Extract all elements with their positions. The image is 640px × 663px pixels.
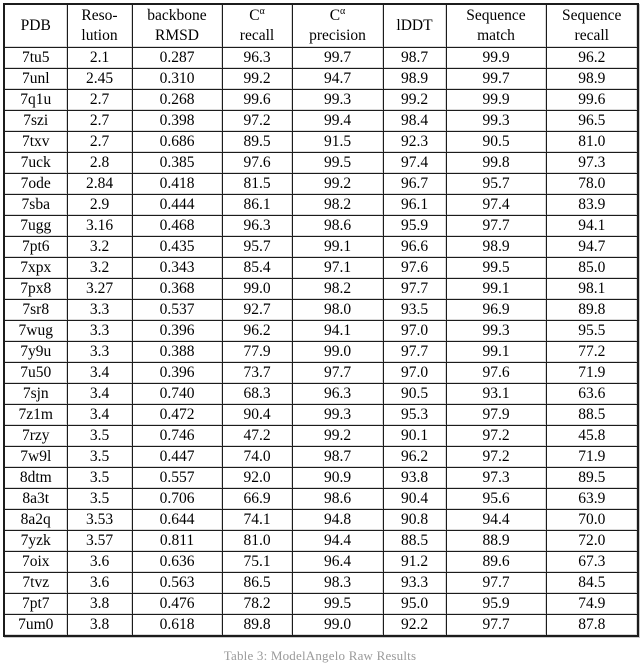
table-row	[4, 153, 638, 174]
table-row	[4, 447, 638, 468]
value-cell: 3.5	[67, 468, 132, 489]
value-cell: 0.618	[132, 615, 222, 637]
value-cell: 0.472	[132, 405, 222, 426]
column-header-line2: recall	[574, 27, 609, 44]
value-cell: 88.5	[383, 531, 446, 552]
column-header-line1: backbone	[147, 7, 207, 24]
pdb-id-cell: 7sr8	[4, 300, 67, 321]
value-cell: 2.1	[67, 48, 132, 69]
value-cell: 0.343	[132, 258, 222, 279]
value-cell: 95.5	[546, 321, 638, 342]
column-header-line1: Sequence	[466, 7, 526, 24]
value-cell: 97.2	[446, 447, 546, 468]
value-cell: 3.4	[67, 363, 132, 384]
value-cell: 97.7	[383, 279, 446, 300]
column-header-4	[292, 4, 383, 48]
pdb-id-cell: 7sjn	[4, 384, 67, 405]
value-cell: 93.5	[383, 300, 446, 321]
value-cell: 99.0	[292, 615, 383, 637]
value-cell: 88.9	[446, 531, 546, 552]
value-cell: 99.9	[446, 90, 546, 111]
value-cell: 98.6	[292, 489, 383, 510]
pdb-id-cell: 7pt7	[4, 594, 67, 615]
table-row	[4, 237, 638, 258]
value-cell: 83.9	[546, 195, 638, 216]
table-row	[4, 363, 638, 384]
value-cell: 96.4	[292, 552, 383, 573]
value-cell: 0.398	[132, 111, 222, 132]
superscript-alpha: α	[259, 5, 265, 17]
value-cell: 74.9	[546, 594, 638, 615]
table-row	[4, 258, 638, 279]
pdb-id-cell: 7szi	[4, 111, 67, 132]
column-header-7	[546, 4, 638, 48]
value-cell: 97.2	[222, 111, 292, 132]
value-cell: 99.1	[446, 279, 546, 300]
pdb-id-cell: 7sba	[4, 195, 67, 216]
value-cell: 0.396	[132, 321, 222, 342]
value-cell: 99.3	[292, 405, 383, 426]
value-cell: 95.9	[383, 216, 446, 237]
table-row	[4, 111, 638, 132]
value-cell: 3.2	[67, 237, 132, 258]
table-header-row	[4, 4, 638, 48]
value-cell: 77.2	[546, 342, 638, 363]
value-cell: 91.5	[292, 132, 383, 153]
pdb-id-cell: 7tu5	[4, 48, 67, 69]
value-cell: 95.3	[383, 405, 446, 426]
value-cell: 81.0	[222, 531, 292, 552]
pdb-id-cell: 7oix	[4, 552, 67, 573]
column-header-line2: precision	[309, 27, 366, 44]
table-row	[4, 69, 638, 90]
value-cell: 97.9	[446, 405, 546, 426]
value-cell: 66.9	[222, 489, 292, 510]
table-row	[4, 216, 638, 237]
value-cell: 99.8	[446, 153, 546, 174]
value-cell: 3.2	[67, 258, 132, 279]
table-row	[4, 615, 638, 637]
value-cell: 99.7	[446, 69, 546, 90]
table-row	[4, 195, 638, 216]
table-row	[4, 132, 638, 153]
value-cell: 0.644	[132, 510, 222, 531]
pdb-id-cell: 7ugg	[4, 216, 67, 237]
value-cell: 75.1	[222, 552, 292, 573]
table-header	[4, 4, 638, 48]
value-cell: 0.537	[132, 300, 222, 321]
value-cell: 93.1	[446, 384, 546, 405]
value-cell: 99.3	[446, 321, 546, 342]
column-header-2	[132, 4, 222, 48]
value-cell: 3.4	[67, 405, 132, 426]
value-cell: 97.7	[446, 615, 546, 637]
value-cell: 92.2	[383, 615, 446, 637]
pdb-id-cell: 7uck	[4, 153, 67, 174]
pdb-id-cell: 7unl	[4, 69, 67, 90]
value-cell: 85.0	[546, 258, 638, 279]
value-cell: 94.8	[292, 510, 383, 531]
value-cell: 0.385	[132, 153, 222, 174]
value-cell: 97.0	[383, 321, 446, 342]
column-header-line2: recall	[239, 27, 275, 44]
value-cell: 90.8	[383, 510, 446, 531]
value-cell: 96.1	[383, 195, 446, 216]
value-cell: 98.3	[292, 573, 383, 594]
value-cell: 45.8	[546, 426, 638, 447]
column-header-line2: match	[477, 27, 515, 44]
value-cell: 99.5	[292, 594, 383, 615]
value-cell: 89.8	[222, 615, 292, 637]
value-cell: 3.3	[67, 321, 132, 342]
value-cell: 99.3	[292, 90, 383, 111]
value-cell: 0.563	[132, 573, 222, 594]
value-cell: 72.0	[546, 531, 638, 552]
value-cell: 94.4	[446, 510, 546, 531]
table-row	[4, 300, 638, 321]
value-cell: 89.5	[222, 132, 292, 153]
value-cell: 2.8	[67, 153, 132, 174]
value-cell: 88.5	[546, 405, 638, 426]
value-cell: 84.5	[546, 573, 638, 594]
value-cell: 98.9	[383, 69, 446, 90]
value-cell: 3.53	[67, 510, 132, 531]
value-cell: 3.5	[67, 426, 132, 447]
value-cell: 99.5	[292, 153, 383, 174]
value-cell: 0.368	[132, 279, 222, 300]
value-cell: 97.4	[383, 153, 446, 174]
value-cell: 71.9	[546, 363, 638, 384]
column-header-6	[446, 4, 546, 48]
value-cell: 98.0	[292, 300, 383, 321]
value-cell: 3.5	[67, 447, 132, 468]
table-row	[4, 552, 638, 573]
value-cell: 99.1	[292, 237, 383, 258]
value-cell: 0.310	[132, 69, 222, 90]
value-cell: 0.468	[132, 216, 222, 237]
value-cell: 92.3	[383, 132, 446, 153]
value-cell: 3.8	[67, 615, 132, 637]
column-header-1	[67, 4, 132, 48]
value-cell: 90.5	[446, 132, 546, 153]
value-cell: 3.57	[67, 531, 132, 552]
value-cell: 63.9	[546, 489, 638, 510]
value-cell: 0.287	[132, 48, 222, 69]
value-cell: 96.2	[383, 447, 446, 468]
value-cell: 73.7	[222, 363, 292, 384]
value-cell: 0.706	[132, 489, 222, 510]
value-cell: 99.6	[546, 90, 638, 111]
value-cell: 3.3	[67, 342, 132, 363]
value-cell: 93.8	[383, 468, 446, 489]
value-cell: 98.1	[546, 279, 638, 300]
pdb-id-cell: 7q1u	[4, 90, 67, 111]
table-row	[4, 405, 638, 426]
table-row	[4, 342, 638, 363]
value-cell: 94.1	[292, 321, 383, 342]
value-cell: 95.7	[446, 174, 546, 195]
value-cell: 98.2	[292, 279, 383, 300]
pdb-id-cell: 7txv	[4, 132, 67, 153]
table-row	[4, 279, 638, 300]
value-cell: 94.1	[546, 216, 638, 237]
value-cell: 99.3	[446, 111, 546, 132]
value-cell: 97.7	[446, 216, 546, 237]
pdb-id-cell: 7ode	[4, 174, 67, 195]
value-cell: 98.9	[546, 69, 638, 90]
table-row	[4, 594, 638, 615]
value-cell: 63.6	[546, 384, 638, 405]
value-cell: 90.4	[383, 489, 446, 510]
value-cell: 95.0	[383, 594, 446, 615]
value-cell: 3.3	[67, 300, 132, 321]
pdb-id-cell: 7wug	[4, 321, 67, 342]
column-header-line1: Sequence	[562, 7, 622, 24]
pdb-id-cell: 8a3t	[4, 489, 67, 510]
value-cell: 96.6	[383, 237, 446, 258]
value-cell: 97.2	[446, 426, 546, 447]
pdb-id-cell: 7u50	[4, 363, 67, 384]
value-cell: 89.8	[546, 300, 638, 321]
table-row	[4, 573, 638, 594]
column-header-line2: RMSD	[155, 27, 199, 44]
table-row	[4, 510, 638, 531]
value-cell: 98.6	[292, 216, 383, 237]
value-cell: 3.16	[67, 216, 132, 237]
value-cell: 78.0	[546, 174, 638, 195]
value-cell: 2.7	[67, 111, 132, 132]
value-cell: 97.7	[383, 342, 446, 363]
value-cell: 68.3	[222, 384, 292, 405]
value-cell: 89.5	[546, 468, 638, 489]
value-cell: 99.6	[222, 90, 292, 111]
value-cell: 3.8	[67, 594, 132, 615]
value-cell: 97.6	[222, 153, 292, 174]
value-cell: 99.4	[292, 111, 383, 132]
value-cell: 0.811	[132, 531, 222, 552]
value-cell: 99.7	[292, 48, 383, 69]
value-cell: 90.9	[292, 468, 383, 489]
pdb-id-cell: 7w9l	[4, 447, 67, 468]
pdb-id-cell: 7yzk	[4, 531, 67, 552]
value-cell: 0.636	[132, 552, 222, 573]
value-cell: 95.7	[222, 237, 292, 258]
value-cell: 74.1	[222, 510, 292, 531]
value-cell: 89.6	[446, 552, 546, 573]
value-cell: 98.2	[292, 195, 383, 216]
column-header-line1: $C^\alpha$	[329, 5, 346, 24]
value-cell: 0.740	[132, 384, 222, 405]
value-cell: 96.3	[292, 384, 383, 405]
value-cell: 90.4	[222, 405, 292, 426]
value-cell: 0.268	[132, 90, 222, 111]
value-cell: 99.9	[446, 48, 546, 69]
value-cell: 0.557	[132, 468, 222, 489]
value-cell: 96.3	[222, 216, 292, 237]
pdb-id-cell: 8dtm	[4, 468, 67, 489]
value-cell: 92.0	[222, 468, 292, 489]
value-cell: 99.0	[292, 342, 383, 363]
column-header-line1: PDB	[20, 17, 51, 34]
value-cell: 95.6	[446, 489, 546, 510]
pdb-id-cell: 7tvz	[4, 573, 67, 594]
value-cell: 81.0	[546, 132, 638, 153]
value-cell: 99.2	[383, 90, 446, 111]
table-row	[4, 48, 638, 69]
pdb-id-cell: 8a2q	[4, 510, 67, 531]
value-cell: 0.447	[132, 447, 222, 468]
pdb-id-cell: 7rzy	[4, 426, 67, 447]
value-cell: 99.2	[292, 426, 383, 447]
value-cell: 90.1	[383, 426, 446, 447]
pdb-id-cell: 7um0	[4, 615, 67, 637]
column-header-line1: lDDT	[396, 17, 433, 34]
table-row	[4, 321, 638, 342]
value-cell: 94.7	[546, 237, 638, 258]
value-cell: 90.5	[383, 384, 446, 405]
value-cell: 3.6	[67, 552, 132, 573]
value-cell: 97.3	[546, 153, 638, 174]
value-cell: 97.7	[292, 363, 383, 384]
value-cell: 99.5	[446, 258, 546, 279]
value-cell: 74.0	[222, 447, 292, 468]
pdb-id-cell: 7pt6	[4, 237, 67, 258]
table-row	[4, 489, 638, 510]
value-cell: 99.0	[222, 279, 292, 300]
value-cell: 96.9	[446, 300, 546, 321]
value-cell: 2.7	[67, 90, 132, 111]
value-cell: 85.4	[222, 258, 292, 279]
value-cell: 93.3	[383, 573, 446, 594]
value-cell: 97.6	[446, 363, 546, 384]
value-cell: 86.1	[222, 195, 292, 216]
value-cell: 97.1	[292, 258, 383, 279]
superscript-alpha: α	[340, 5, 346, 17]
value-cell: 95.9	[446, 594, 546, 615]
table-row	[4, 174, 638, 195]
value-cell: 97.0	[383, 363, 446, 384]
value-cell: 0.476	[132, 594, 222, 615]
column-header-0	[4, 4, 67, 48]
value-cell: 97.4	[446, 195, 546, 216]
value-cell: 91.2	[383, 552, 446, 573]
value-cell: 96.5	[546, 111, 638, 132]
value-cell: 96.7	[383, 174, 446, 195]
pdb-id-cell: 7z1m	[4, 405, 67, 426]
value-cell: 2.9	[67, 195, 132, 216]
value-cell: 98.4	[383, 111, 446, 132]
value-cell: 99.2	[292, 174, 383, 195]
value-cell: 3.6	[67, 573, 132, 594]
value-cell: 96.2	[222, 321, 292, 342]
table-row	[4, 426, 638, 447]
value-cell: 78.2	[222, 594, 292, 615]
value-cell: 86.5	[222, 573, 292, 594]
value-cell: 98.7	[292, 447, 383, 468]
value-cell: 0.418	[132, 174, 222, 195]
column-header-line1: Reso-	[81, 7, 118, 24]
results-table	[3, 3, 639, 637]
value-cell: 99.1	[446, 342, 546, 363]
value-cell: 98.7	[383, 48, 446, 69]
value-cell: 99.2	[222, 69, 292, 90]
value-cell: 94.4	[292, 531, 383, 552]
value-cell: 97.6	[383, 258, 446, 279]
value-cell: 94.7	[292, 69, 383, 90]
value-cell: 97.7	[446, 573, 546, 594]
table-row	[4, 468, 638, 489]
value-cell: 3.27	[67, 279, 132, 300]
value-cell: 70.0	[546, 510, 638, 531]
value-cell: 0.746	[132, 426, 222, 447]
value-cell: 98.9	[446, 237, 546, 258]
value-cell: 81.5	[222, 174, 292, 195]
value-cell: 71.9	[546, 447, 638, 468]
value-cell: 0.388	[132, 342, 222, 363]
column-header-line2: lution	[81, 27, 118, 44]
value-cell: 92.7	[222, 300, 292, 321]
table-row	[4, 384, 638, 405]
value-cell: 2.7	[67, 132, 132, 153]
value-cell: 2.45	[67, 69, 132, 90]
value-cell: 67.3	[546, 552, 638, 573]
value-cell: 96.3	[222, 48, 292, 69]
value-cell: 0.435	[132, 237, 222, 258]
value-cell: 0.444	[132, 195, 222, 216]
table-row	[4, 90, 638, 111]
value-cell: 87.8	[546, 615, 638, 637]
column-header-5	[383, 4, 446, 48]
value-cell: 47.2	[222, 426, 292, 447]
value-cell: 0.396	[132, 363, 222, 384]
value-cell: 97.3	[446, 468, 546, 489]
pdb-id-cell: 7xpx	[4, 258, 67, 279]
value-cell: 96.2	[546, 48, 638, 69]
table-caption-clipped: Table 3: ModelAngelo Raw Results	[223, 648, 417, 663]
column-header-line1: $C^\alpha$	[249, 5, 265, 24]
pdb-id-cell: 7px8	[4, 279, 67, 300]
value-cell: 3.4	[67, 384, 132, 405]
value-cell: 3.5	[67, 489, 132, 510]
pdb-id-cell: 7y9u	[4, 342, 67, 363]
column-header-3	[222, 4, 292, 48]
table-body	[4, 48, 638, 637]
value-cell: 0.686	[132, 132, 222, 153]
value-cell: 2.84	[67, 174, 132, 195]
value-cell: 77.9	[222, 342, 292, 363]
table-row	[4, 531, 638, 552]
